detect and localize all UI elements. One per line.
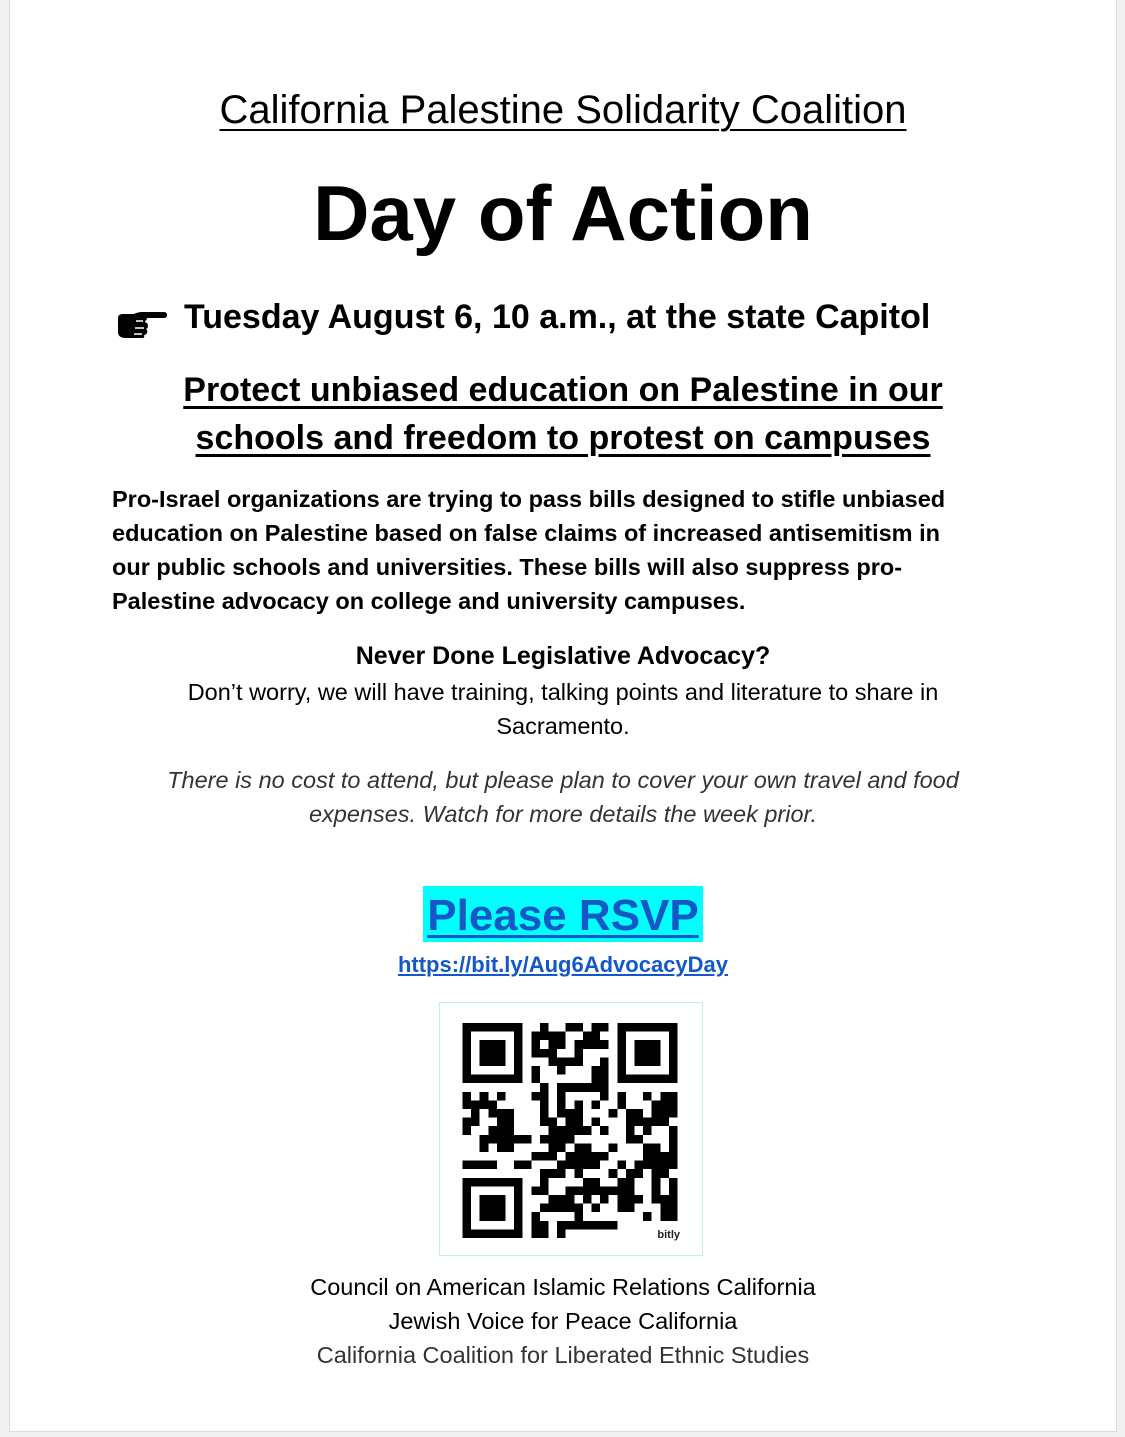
event-date-text: Tuesday August 6, 10 a.m., at the state Capitol bbox=[184, 298, 931, 336]
headline bbox=[10, 366, 1116, 462]
advocacy-text bbox=[10, 675, 1116, 743]
qr-code-icon bbox=[460, 1023, 680, 1238]
advocacy-heading: Never Done Legislative Advocacy? bbox=[355, 642, 771, 670]
cost-note-line-1: There is no cost to attend, but please plan to cover your own travel and food bbox=[167, 767, 959, 793]
sponsor-item: Council on American Islamic Relations California bbox=[310, 1274, 816, 1300]
advocacy-line-2: Sacramento. bbox=[496, 713, 630, 739]
body-line-2: education on Palestine based on false claims of increased antisemitism in bbox=[112, 520, 940, 546]
sponsor-list bbox=[10, 1270, 1116, 1372]
sponsor-item: California Coalition for Liberated Ethnic Studies bbox=[316, 1342, 810, 1368]
event-date-line bbox=[114, 298, 930, 337]
headline-line-1: Protect unbiased education on Palestine in our bbox=[183, 371, 943, 409]
rsvp-link-container bbox=[10, 952, 1116, 978]
headline-line-2: schools and freedom to protest on campuses bbox=[195, 419, 931, 457]
page-title: Day of Action bbox=[313, 169, 813, 257]
body-line-1: Pro-Israel organizations are trying to pass bills designed to stifle unbiased bbox=[112, 486, 946, 512]
organization-title: California Palestine Solidarity Coalition bbox=[219, 88, 907, 132]
body-line-3: our public schools and universities. These bills will also suppress pro- bbox=[112, 554, 903, 580]
qr-code[interactable] bbox=[439, 1002, 703, 1256]
flyer-page bbox=[9, 0, 1117, 1432]
cost-note bbox=[10, 763, 1116, 831]
rsvp-button[interactable]: Please RSVP bbox=[423, 886, 703, 942]
rsvp-link[interactable]: https://bit.ly/Aug6AdvocacyDay bbox=[397, 952, 729, 977]
advocacy-line-1: Don’t worry, we will have training, talking points and literature to share in bbox=[187, 679, 939, 705]
rsvp-container bbox=[10, 886, 1116, 942]
sponsor-item: Jewish Voice for Peace California bbox=[388, 1308, 738, 1334]
bitly-logo: bitly bbox=[657, 1229, 680, 1241]
body-paragraph bbox=[112, 482, 1042, 618]
cost-note-line-2: expenses. Watch for more details the week prior. bbox=[308, 801, 818, 827]
body-line-4: Palestine advocacy on college and university campuses. bbox=[112, 588, 746, 614]
pointing-hand-icon bbox=[114, 306, 168, 340]
